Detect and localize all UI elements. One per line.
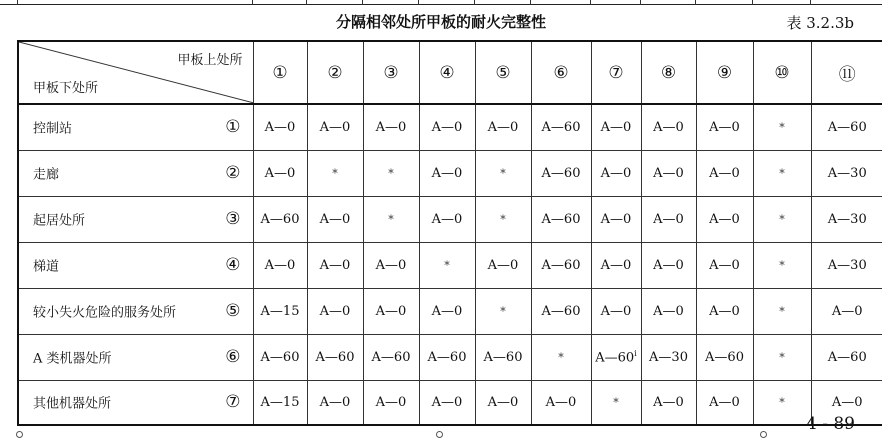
row-header bbox=[18, 242, 253, 288]
row-label: 其他机器处所 bbox=[33, 396, 112, 412]
table-cell bbox=[253, 334, 307, 380]
table-number: 表 3.2.3b bbox=[786, 14, 854, 32]
table-cell bbox=[475, 104, 531, 150]
cell-value: A—60 bbox=[705, 349, 744, 365]
table-cell bbox=[253, 242, 307, 288]
row-number: ④ bbox=[225, 255, 241, 275]
table-cell bbox=[419, 380, 475, 425]
cell-value: A—0 bbox=[653, 257, 684, 273]
table-cell bbox=[363, 104, 419, 150]
cell-value: A—60 bbox=[483, 349, 523, 365]
table-cell bbox=[307, 288, 363, 334]
cell-value: A—60 bbox=[595, 350, 635, 366]
table-cell bbox=[363, 196, 419, 242]
cell-value: A—0 bbox=[709, 257, 740, 273]
table-cell bbox=[753, 196, 811, 242]
table-cell bbox=[531, 150, 591, 196]
column-header: ② bbox=[307, 41, 363, 104]
cell-value: A—0 bbox=[709, 165, 740, 181]
table-cell bbox=[753, 150, 811, 196]
table-cell bbox=[253, 380, 307, 425]
table-cell bbox=[591, 196, 641, 242]
table-cell bbox=[641, 242, 696, 288]
row-label: 控制站 bbox=[33, 121, 73, 137]
cell-value: A—60 bbox=[541, 119, 581, 135]
cell-value: A—0 bbox=[709, 211, 740, 227]
table-cell bbox=[641, 334, 696, 380]
table-cell bbox=[753, 334, 811, 380]
cell-value: A—0 bbox=[375, 119, 407, 135]
table-cell bbox=[307, 150, 363, 196]
column-header: ⑤ bbox=[475, 41, 531, 104]
cell-value: A—0 bbox=[264, 257, 296, 273]
table-cell bbox=[531, 288, 591, 334]
cell-value: A—60 bbox=[315, 349, 355, 365]
cell-value: A—0 bbox=[709, 303, 740, 319]
cell-value: * bbox=[444, 258, 450, 272]
row-header bbox=[18, 196, 253, 242]
table-cell bbox=[641, 104, 696, 150]
table-cell bbox=[696, 242, 753, 288]
cell-value: A—15 bbox=[260, 394, 300, 410]
cell-value: A—0 bbox=[545, 394, 577, 410]
cell-value: A—0 bbox=[600, 119, 632, 135]
cell-value: A—0 bbox=[319, 257, 351, 273]
cell-value: * bbox=[779, 350, 785, 364]
cell-value: A—30 bbox=[827, 257, 867, 273]
table-cell bbox=[811, 334, 882, 380]
table-cell bbox=[475, 334, 531, 380]
cell-value: * bbox=[500, 212, 506, 226]
column-header: ⑩ bbox=[753, 41, 811, 104]
table-cell bbox=[753, 380, 811, 425]
column-header: ⑥ bbox=[531, 41, 591, 104]
cell-value: A—0 bbox=[319, 394, 351, 410]
table-row bbox=[18, 196, 882, 242]
table-cell bbox=[531, 196, 591, 242]
cell-value: A—60 bbox=[541, 211, 581, 227]
table-cell bbox=[591, 104, 641, 150]
cell-value: A—0 bbox=[319, 119, 351, 135]
cell-value: A—60 bbox=[260, 211, 300, 227]
table-cell bbox=[591, 380, 641, 425]
header-row bbox=[18, 41, 882, 104]
cell-value: A—0 bbox=[653, 394, 684, 410]
cell-value: * bbox=[779, 395, 785, 409]
table-row bbox=[18, 242, 882, 288]
row-label: 起居处所 bbox=[33, 213, 86, 229]
page-number: 4 - 89 bbox=[806, 414, 855, 434]
column-header: ④ bbox=[419, 41, 475, 104]
table-cell bbox=[641, 380, 696, 425]
binding-hole-mark bbox=[436, 431, 443, 438]
column-header: ⑨ bbox=[696, 41, 753, 104]
table-cell bbox=[363, 242, 419, 288]
cell-value: * bbox=[779, 120, 785, 134]
row-number: ③ bbox=[225, 209, 241, 229]
cell-value: A—0 bbox=[319, 303, 351, 319]
table-cell bbox=[753, 104, 811, 150]
table-row bbox=[18, 334, 882, 380]
cell-value: A—60 bbox=[371, 349, 411, 365]
table-cell bbox=[253, 150, 307, 196]
table-cell bbox=[531, 104, 591, 150]
table-cell bbox=[307, 242, 363, 288]
cell-value: A—0 bbox=[487, 257, 519, 273]
cell-value: A—0 bbox=[709, 394, 740, 410]
cell-value: A—0 bbox=[653, 165, 684, 181]
cell-value: A—0 bbox=[600, 211, 632, 227]
cell-value: * bbox=[779, 258, 785, 272]
table-cell bbox=[811, 150, 882, 196]
cell-value: A—0 bbox=[600, 257, 632, 273]
row-number: ⑤ bbox=[225, 301, 241, 321]
table-cell bbox=[641, 196, 696, 242]
cell-value: A—0 bbox=[653, 211, 684, 227]
row-label: A 类机器处所 bbox=[33, 351, 112, 367]
footnote-mark: i bbox=[634, 348, 637, 358]
table-cell bbox=[811, 242, 882, 288]
table-title: 分隔相邻处所甲板的耐火完整性 bbox=[335, 13, 546, 31]
table-row bbox=[18, 380, 882, 425]
table-cell bbox=[811, 196, 882, 242]
table-cell bbox=[475, 196, 531, 242]
cell-value: A—60 bbox=[427, 349, 467, 365]
cell-value: A—0 bbox=[600, 303, 632, 319]
table-cell bbox=[307, 196, 363, 242]
row-label: 较小失火危险的服务处所 bbox=[33, 305, 177, 321]
table-cell bbox=[591, 150, 641, 196]
cell-value: A—60 bbox=[827, 349, 867, 365]
row-header bbox=[18, 334, 253, 380]
row-number: ① bbox=[225, 117, 241, 138]
table-cell bbox=[475, 288, 531, 334]
column-header: ① bbox=[253, 41, 307, 104]
cell-value: * bbox=[388, 166, 394, 180]
cell-value: A—15 bbox=[260, 303, 300, 319]
cell-value: * bbox=[779, 304, 785, 318]
binding-hole-mark bbox=[760, 431, 767, 438]
table-cell bbox=[253, 196, 307, 242]
cell-value: A—0 bbox=[431, 211, 463, 227]
table-cell bbox=[811, 104, 882, 150]
table-cell bbox=[475, 150, 531, 196]
row-header bbox=[18, 104, 253, 150]
table-cell bbox=[363, 150, 419, 196]
table-cell bbox=[696, 380, 753, 425]
cell-value: A—0 bbox=[487, 119, 519, 135]
cell-value: * bbox=[500, 304, 506, 318]
cell-value: A—0 bbox=[831, 394, 863, 410]
cell-value: A—0 bbox=[264, 119, 296, 135]
cell-value: A—60 bbox=[541, 165, 581, 181]
column-header: ⑪ bbox=[811, 41, 882, 104]
table-cell bbox=[696, 196, 753, 242]
cell-value: A—0 bbox=[375, 257, 407, 273]
cell-value: A—60 bbox=[541, 303, 581, 319]
table-cell bbox=[531, 380, 591, 425]
cell-value: A—30 bbox=[649, 349, 688, 365]
table-row bbox=[18, 104, 882, 150]
table-cell bbox=[591, 288, 641, 334]
cell-value: A—60 bbox=[260, 349, 300, 365]
diagonal-header-cell bbox=[18, 41, 253, 104]
fire-integrity-table bbox=[17, 40, 882, 426]
cell-value: A—30 bbox=[827, 165, 867, 181]
table-cell bbox=[419, 196, 475, 242]
table-cell bbox=[475, 242, 531, 288]
table-cell bbox=[753, 242, 811, 288]
cell-value: A—0 bbox=[375, 303, 407, 319]
cell-value: A—60 bbox=[541, 257, 581, 273]
cell-value: A—0 bbox=[600, 165, 632, 181]
cell-value: * bbox=[558, 350, 564, 364]
cell-value: A—0 bbox=[709, 119, 740, 135]
column-header: ⑧ bbox=[641, 41, 696, 104]
cell-value: A—60 bbox=[827, 119, 867, 135]
table-cell bbox=[753, 288, 811, 334]
table-row bbox=[18, 150, 882, 196]
row-header bbox=[18, 380, 253, 425]
table-cell bbox=[641, 150, 696, 196]
cell-value: A—0 bbox=[264, 165, 296, 181]
row-label: 走廊 bbox=[33, 167, 60, 183]
table-cell bbox=[696, 104, 753, 150]
table-cell bbox=[419, 334, 475, 380]
cell-value: * bbox=[779, 212, 785, 226]
row-header bbox=[18, 150, 253, 196]
table-cell bbox=[811, 288, 882, 334]
table-cell bbox=[363, 288, 419, 334]
table-cell bbox=[363, 380, 419, 425]
cell-value: * bbox=[388, 212, 394, 226]
cell-value: * bbox=[332, 166, 338, 180]
table-cell bbox=[253, 288, 307, 334]
cell-value: * bbox=[613, 395, 619, 409]
cell-value: A—0 bbox=[653, 303, 684, 319]
upper-space-label: 甲板上处所 bbox=[177, 53, 243, 68]
table-cell bbox=[696, 150, 753, 196]
table-cell bbox=[253, 104, 307, 150]
table-cell bbox=[475, 380, 531, 425]
row-number: ⑥ bbox=[225, 347, 241, 367]
table-cell bbox=[641, 288, 696, 334]
table-cell bbox=[419, 288, 475, 334]
table-cell bbox=[696, 288, 753, 334]
row-number: ② bbox=[225, 163, 241, 183]
cell-value: A—0 bbox=[319, 211, 351, 227]
table-cell bbox=[419, 104, 475, 150]
table-row bbox=[18, 288, 882, 334]
column-header: ③ bbox=[363, 41, 419, 104]
table-cell bbox=[591, 242, 641, 288]
cell-value: A—0 bbox=[653, 119, 684, 135]
row-label: 梯道 bbox=[33, 259, 60, 275]
cell-value: A—0 bbox=[487, 394, 519, 410]
column-header: ⑦ bbox=[591, 41, 641, 104]
cell-value: A—0 bbox=[431, 119, 463, 135]
table-cell bbox=[419, 150, 475, 196]
table-cell bbox=[531, 334, 591, 380]
table-cell bbox=[307, 104, 363, 150]
table-cell bbox=[307, 380, 363, 425]
lower-space-label: 甲板下处所 bbox=[33, 81, 99, 96]
cell-value: * bbox=[779, 166, 785, 180]
cell-value: A—30 bbox=[827, 211, 867, 227]
cell-value: A—0 bbox=[431, 394, 463, 410]
table-cell bbox=[696, 334, 753, 380]
cell-value: A—0 bbox=[431, 165, 463, 181]
table-cell bbox=[531, 242, 591, 288]
table-cell bbox=[591, 334, 641, 380]
table-cell bbox=[363, 334, 419, 380]
cell-value: A—0 bbox=[831, 303, 863, 319]
row-header bbox=[18, 288, 253, 334]
table-cell bbox=[307, 334, 363, 380]
table-cell bbox=[419, 242, 475, 288]
cell-value: * bbox=[500, 166, 506, 180]
cell-value: A—0 bbox=[431, 303, 463, 319]
top-table-edge bbox=[0, 0, 882, 6]
binding-hole-mark bbox=[16, 431, 23, 438]
row-number: ⑦ bbox=[225, 392, 241, 413]
cell-value: A—0 bbox=[375, 394, 407, 410]
